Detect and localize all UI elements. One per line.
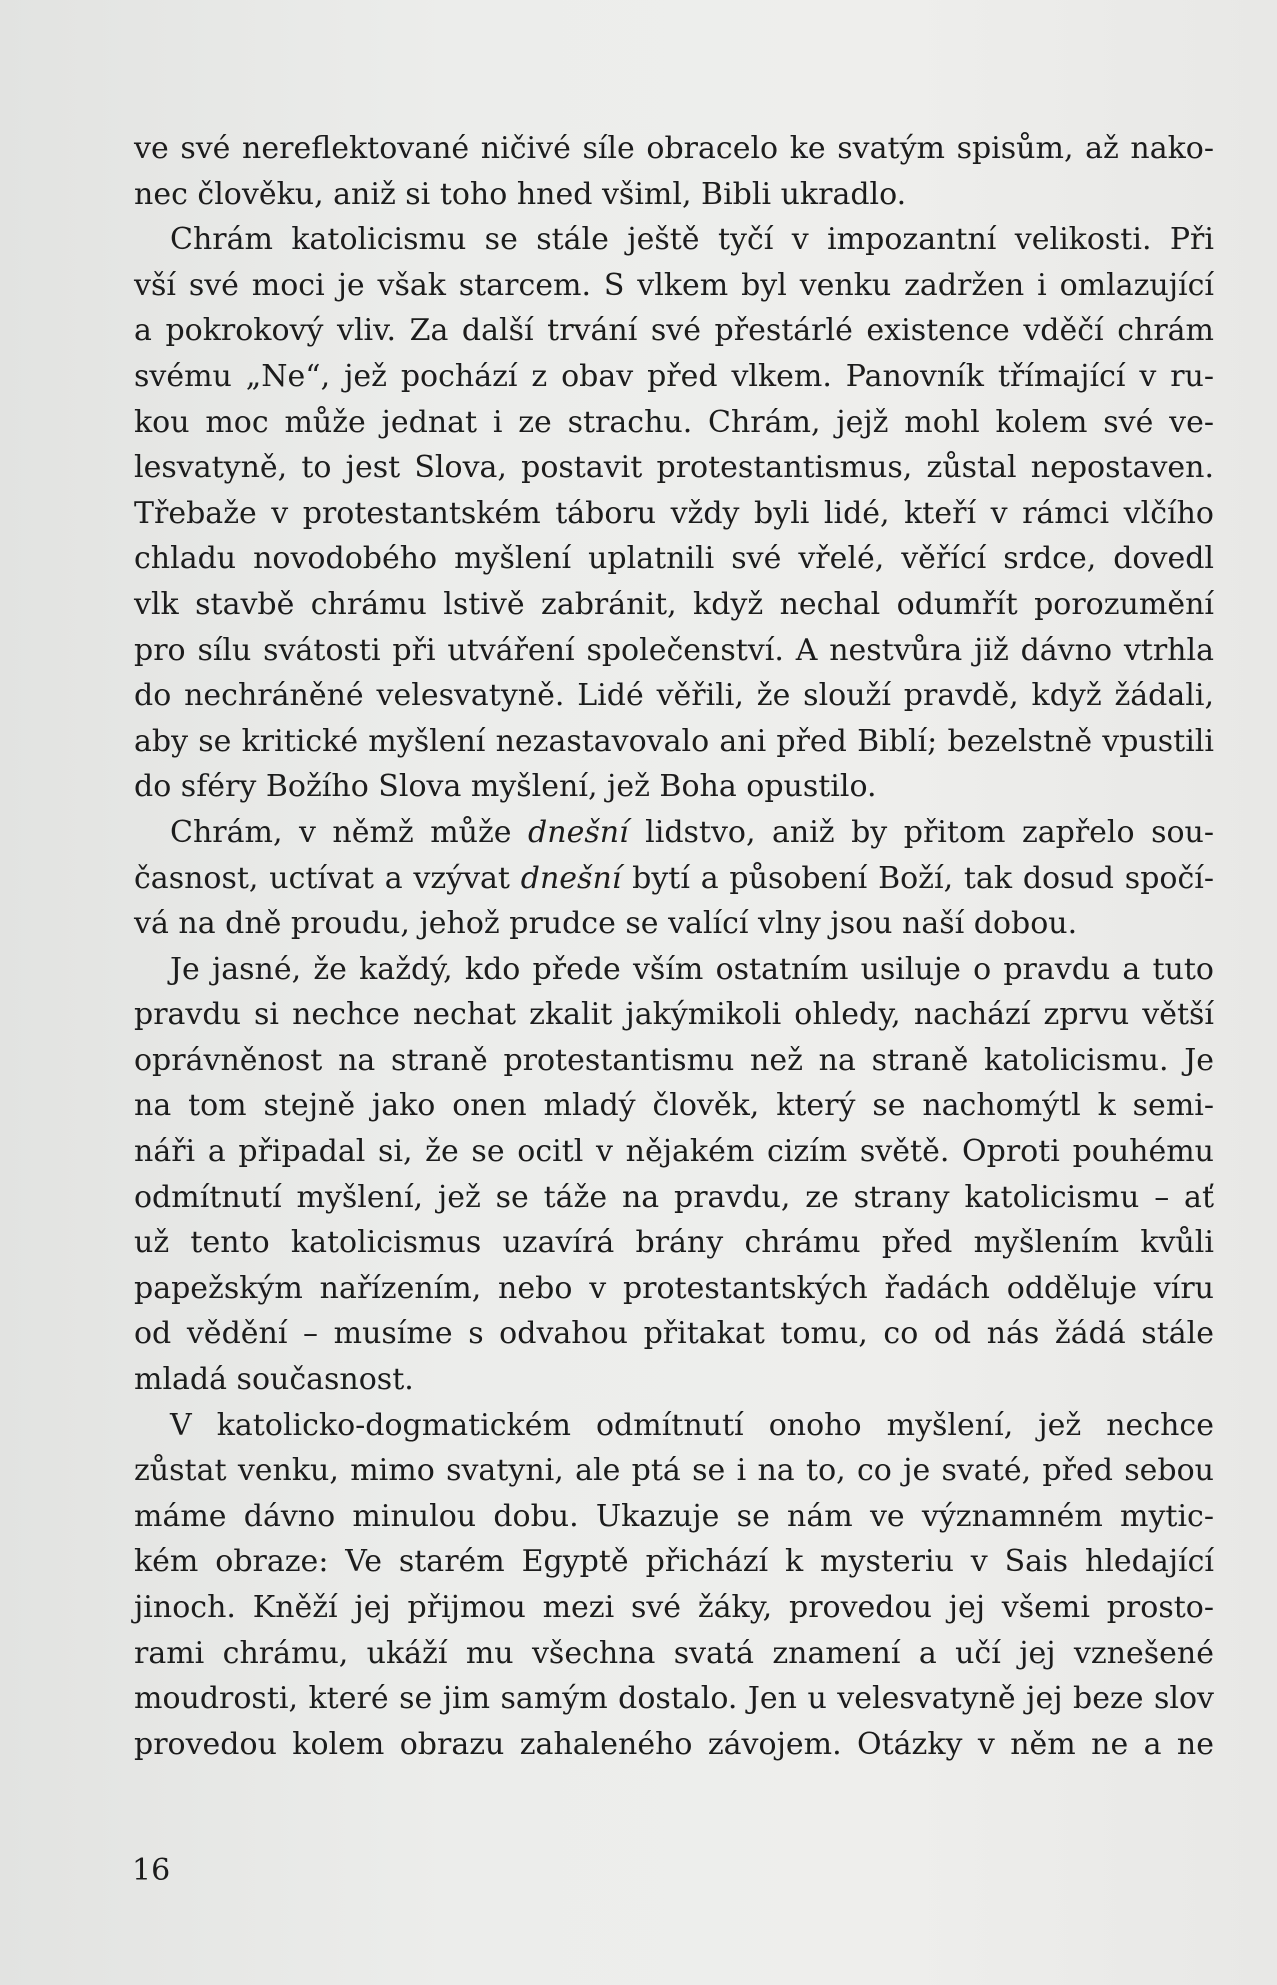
- text-line: rami chrámu, ukáží mu všechna svatá znamení a učí jej vznešené: [134, 1635, 1214, 1671]
- paragraph-continuation: [134, 126, 1214, 217]
- text-line: nec člověku, aniž si toho hned všiml, Bibli ukradlo.: [134, 176, 907, 212]
- text-line: zůstat venku, mimo svatyni, ale ptá se i na to, co je svaté, před sebou: [134, 1453, 1214, 1489]
- text-line: Je jasné, že každý, kdo přede vším ostatním usiluje o pravdu a tuto: [170, 951, 1214, 987]
- text-line: odmítnutí myšlení, jež se táže na pravdu, ze strany katolicismu – ať: [134, 1179, 1214, 1215]
- text-line: pravdu si nechce nechat zkalit jakýmikoli ohledy, nachází zprvu větší: [134, 997, 1214, 1033]
- text-line: svému „Ne“, jež pochází z obav před vlkem. Panovník třímající v ru-: [134, 358, 1214, 394]
- text-line: máme dávno minulou dobu. Ukazuje se nám ve významném mytic-: [134, 1498, 1214, 1534]
- text-line: chladu novodobého myšlení uplatnili své vřelé, věřící srdce, dovedl: [134, 541, 1214, 577]
- text-run: časnost, uctívat a vzývat: [134, 860, 521, 896]
- text-line: Chrám katolicismu se stále ještě tyčí v impozantní velikosti. Při: [170, 222, 1214, 258]
- text-line: lesvatyně, to jest Slova, postavit protestantismus, zůstal nepostaven.: [134, 450, 1214, 486]
- text-line: [134, 810, 1214, 856]
- text-line: aby se kritické myšlení nezastavovalo ani před Biblí; bezelstně vpustili: [134, 723, 1214, 759]
- paragraph-truth-seeker: [134, 947, 1214, 1403]
- text-run: bytí a působení Boží, tak dosud spočí-: [621, 860, 1214, 896]
- text-line: V katolicko-dogmatickém odmítnutí onoho myšlení, jež nechce: [170, 1407, 1214, 1443]
- text-line: vší své moci je však starcem. S vlkem byl venku zadržen i omlazující: [134, 267, 1214, 303]
- text-run: Chrám, v němž může: [170, 814, 529, 850]
- text-run: lidstvo, aniž by přitom zapřelo sou-: [628, 814, 1214, 850]
- text-line: moudrosti, které se jim samým dostalo. Jen u velesvatyně jej beze slov: [134, 1681, 1214, 1717]
- paragraph-catholicism-temple: [134, 217, 1214, 810]
- text-line: už tento katolicismus uzavírá brány chrámu před myšlením kvůli: [134, 1225, 1214, 1261]
- text-line: jinoch. Kněží jej přijmou mezi své žáky, provedou jej všemi prosto-: [134, 1590, 1214, 1625]
- text-line: Třebaže v protestantském táboru vždy byli lidé, kteří v rámci vlčího: [134, 495, 1214, 531]
- text-line: do nechráněné velesvatyně. Lidé věřili, že slouží pravdě, když žádali,: [134, 678, 1214, 714]
- text-line: od vědění – musíme s odvahou přitakat tomu, co od nás žádá stále: [134, 1316, 1214, 1352]
- emphasis-dnesni: dnešní: [528, 814, 629, 850]
- text-line: vlk stavbě chrámu lstivě zabránit, když nechal odumřít porozumění: [134, 586, 1214, 622]
- text-line: provedou kolem obrazu zahaleného závojem. Otázky v něm ne a ne: [134, 1726, 1214, 1762]
- text-line: náři a připadal si, že se ocitl v nějakém cizím světě. Oproti pouhému: [134, 1134, 1214, 1170]
- body-text: [134, 126, 1214, 1767]
- text-line: mladá současnost.: [134, 1362, 414, 1398]
- text-line: [134, 856, 1214, 902]
- text-line: na tom stejně jako onen mladý člověk, který se nachomýtl k semi-: [134, 1088, 1214, 1124]
- text-line: ve své nereflektované ničivé síle obracelo ke svatým spisům, až nako-: [134, 131, 1214, 166]
- paragraph-sais-myth: [134, 1403, 1214, 1768]
- text-line: vá na dně proudu, jehož prudce se valící vlny jsou naší dobou.: [134, 906, 1078, 942]
- text-line: pro sílu svátosti při utváření společenství. A nestvůra již dávno vtrhla: [134, 632, 1214, 668]
- text-line: kou moc může jednat i ze strachu. Chrám, jejž mohl kolem své ve-: [134, 404, 1214, 440]
- text-line: kém obraze: Ve starém Egyptě přichází k mysteriu v Sais hledající: [134, 1544, 1214, 1580]
- page-number: 16: [132, 1853, 171, 1888]
- text-line: oprávněnost na straně protestantismu než na straně katolicismu. Je: [134, 1042, 1214, 1078]
- text-line: a pokrokový vliv. Za další trvání své přestárlé existence vděčí chrám: [134, 313, 1214, 349]
- text-line: do sféry Božího Slova myšlení, jež Boha opustilo.: [134, 769, 877, 805]
- emphasis-dnesni: dnešní: [520, 860, 622, 896]
- paragraph-temple-today: [134, 810, 1214, 947]
- text-line: papežským nařízením, nebo v protestantských řadách odděluje víru: [134, 1270, 1214, 1306]
